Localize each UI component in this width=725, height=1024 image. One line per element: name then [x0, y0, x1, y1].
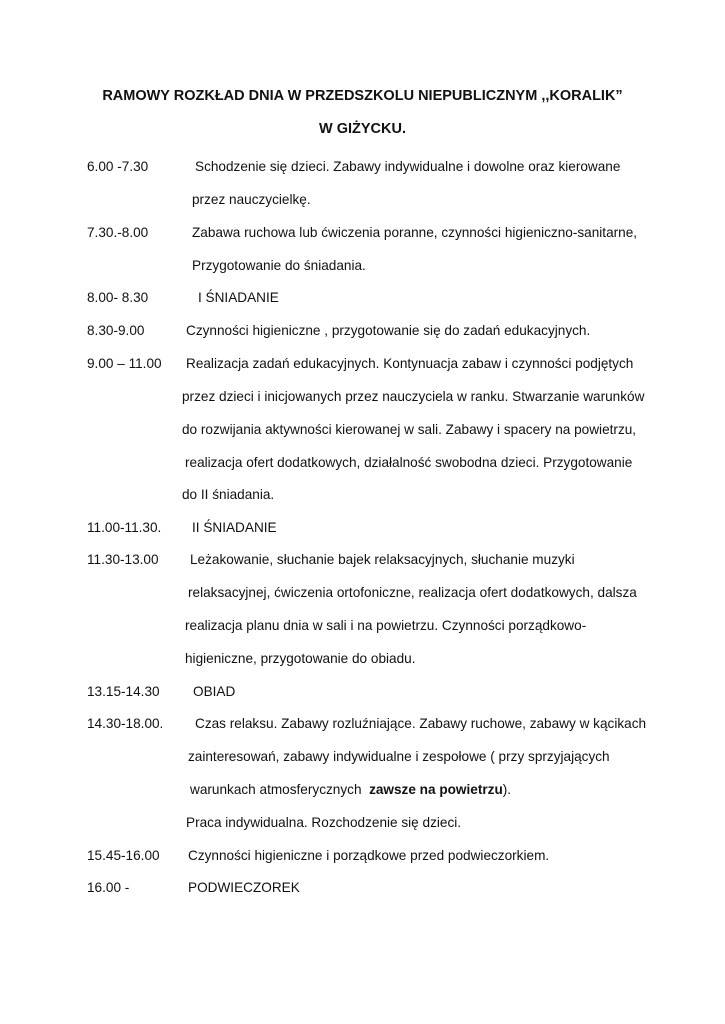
entry-0600-line-2: przez nauczycielkę. — [192, 192, 311, 207]
entry-1130-line-2: relaksacyjnej, ćwiczenia ortofoniczne, realizacja ofert dodatkowych, dalsza — [188, 585, 637, 600]
entry-1130-line-4: higieniczne, przygotowanie do obiadu. — [185, 651, 416, 666]
time-0800: 8.00- 8.30 — [87, 290, 149, 305]
page-title-line1: RAMOWY ROZKŁAD DNIA W PRZEDSZKOLU NIEPUBLICZNYM ,,KORALIK” — [102, 88, 623, 104]
entry-1430-line-2: zainteresowań, zabawy indywidualne i zespołowe ( przy sprzyjających — [188, 749, 610, 764]
weather-bold-text: zawsze na powietrzu — [369, 782, 503, 797]
time-0730: 7.30.-8.00 — [87, 225, 149, 240]
time-1100: 11.00-11.30. — [87, 520, 162, 535]
entry-1130-line-3: realizacja planu dnia w sali i na powietrzu. Czynności porządkowo- — [185, 618, 587, 633]
entry-0900-line-2: przez dzieci i inicjowanych przez nauczyciela w ranku. Stwarzanie warunków — [182, 389, 645, 404]
entry-0900-line-3: do rozwijania aktywności kierowanej w sali. Zabawy i spacery na powietrzu, — [182, 422, 637, 437]
time-1545: 15.45-16.00 — [87, 848, 160, 863]
entry-0900-line-4: realizacja ofert dodatkowych, działalność swobodna dzieci. Przygotowanie — [185, 455, 633, 470]
entry-0900-line-5: do II śniadania. — [182, 487, 275, 502]
time-1315: 13.15-14.30 — [87, 684, 160, 699]
time-1600: 16.00 - — [87, 880, 130, 895]
weather-suffix: ). — [502, 782, 512, 797]
entry-0600-line-1: Schodzenie się dzieci. Zabawy indywidualne i dowolne oraz kierowane — [195, 159, 621, 174]
entry-1100-line-1: II ŚNIADANIE — [192, 520, 277, 535]
entry-1430-line-4: Praca indywidualna. Rozchodzenie się dzieci. — [186, 815, 462, 830]
page-title-line2: W GIŻYCKU. — [319, 121, 406, 137]
time-0900: 9.00 – 11.00 — [87, 356, 162, 371]
entry-1545-line-1: Czynności higieniczne i porządkowe przed podwieczorkiem. — [188, 848, 550, 863]
entry-0730-line-2: Przygotowanie do śniadania. — [192, 258, 366, 273]
time-0600: 6.00 -7.30 — [87, 159, 149, 174]
entry-0900-line-1: Realizacja zadań edukacyjnych. Kontynuacja zabaw i czynności podjętych — [186, 356, 634, 371]
entry-1130-line-1: Leżakowanie, słuchanie bajek relaksacyjnych, słuchanie muzyki — [190, 552, 575, 567]
entry-1430-line-3 — [190, 782, 511, 797]
entry-0730-line-1: Zabawa ruchowa lub ćwiczenia poranne, czynności higieniczno-sanitarne, — [192, 225, 638, 240]
time-1430: 14.30-18.00. — [87, 716, 164, 731]
entry-1315-line-1: OBIAD — [193, 684, 236, 699]
entry-1600-line-1: PODWIECZOREK — [188, 880, 300, 895]
time-0830: 8.30-9.00 — [87, 323, 145, 338]
time-1130: 11.30-13.00 — [87, 552, 159, 567]
entry-0800-line-1: I ŚNIADANIE — [198, 290, 279, 305]
entry-1430-line-1: Czas relaksu. Zabawy rozluźniające. Zabawy ruchowe, zabawy w kącikach — [195, 716, 647, 731]
entry-0830-line-1: Czynności higieniczne , przygotowanie się do zadań edukacyjnych. — [186, 323, 591, 338]
weather-prefix: warunkach atmosferycznych — [190, 782, 370, 797]
